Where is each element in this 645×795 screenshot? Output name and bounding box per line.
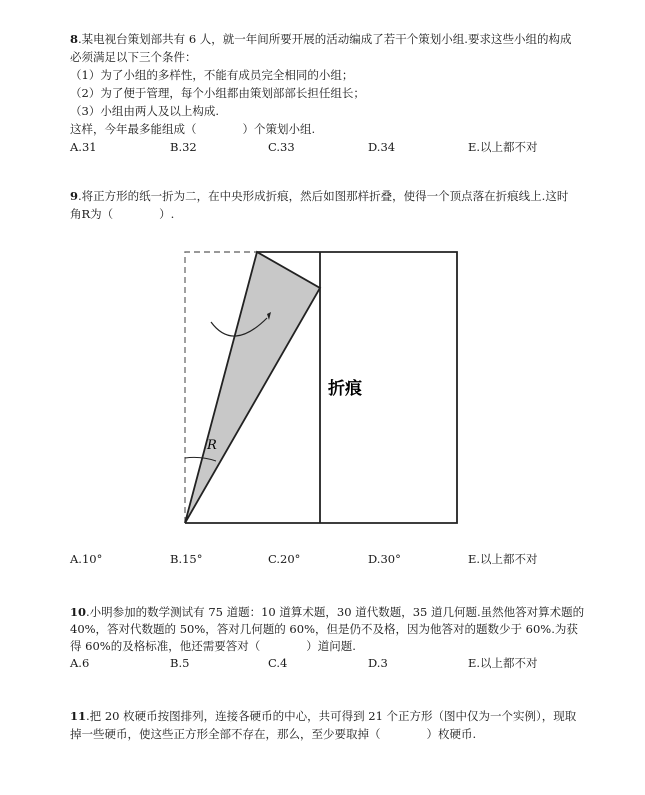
q8-condition-3: （3）小组由两人及以上构成.: [70, 104, 219, 118]
q9-option-e: E.以上都不对: [468, 552, 538, 566]
q10-option-c: C.4: [268, 656, 288, 670]
q9-number: 9: [70, 189, 79, 203]
q8-option-c: C.33: [268, 140, 295, 154]
q8-condition-1: （1）为了小组的多样性，不能有成员完全相同的小组；: [70, 68, 354, 82]
q9-option-b: B.15°: [170, 552, 203, 566]
q10-option-d: D.3: [368, 656, 388, 670]
folding-figure: [175, 240, 475, 540]
q9-stem-line-2: 角R为（ ）.: [70, 207, 175, 221]
angle-label: R: [207, 438, 217, 453]
fold-label: 折痕: [328, 379, 362, 399]
q8-option-b: B.32: [170, 140, 197, 154]
q9-option-d: D.30°: [368, 552, 401, 566]
q8-options: [70, 139, 590, 155]
q10-number: 10: [70, 605, 87, 619]
q10-option-a: A.6: [70, 656, 90, 670]
q8-condition-2: （2）为了便于管理，每个小组都由策划部部长担任组长；: [70, 86, 365, 100]
q9-option-a: A.10°: [70, 552, 103, 566]
q9-options: [70, 551, 590, 567]
q8-option-a: A.31: [70, 140, 97, 154]
q8-option-e: E.以上都不对: [468, 140, 538, 154]
q10-stem-line-2: 40%，答对代数题的 50%，答对几何题的 60%，但是仍不及格，因为他答对的题数少于 60%.为获: [70, 622, 578, 636]
q10-option-b: B.5: [170, 656, 190, 670]
q8-option-d: D.34: [368, 140, 396, 154]
q9-stem-line-1: 9.将正方形的纸一折为二，在中央形成折痕，然后如图那样折叠，使得一个顶点落在折痕线上.这时: [70, 189, 569, 203]
q11-stem-line-2: 掉一些硬币，使这些正方形全部不存在，那么，至少要取掉（ ）枚硬币.: [70, 727, 477, 741]
q9-option-c: C.20°: [268, 552, 301, 566]
q11-stem-line-1: 11.把 20 枚硬币按图排列，连接各硬币的中心，共可得到 21 个正方形（图中仅为一个实例），现取: [70, 709, 577, 723]
q10-stem-line-3: 得 60%的及格标准，他还需要答对（ ）道问题.: [70, 639, 356, 653]
q10-option-e: E.以上都不对: [468, 656, 538, 670]
folded-triangle: [185, 252, 320, 523]
q8-stem-line-1: 8.某电视台策划部共有 6 人，就一年间所要开展的活动编成了若干个策划小组.要求这些小组的构成: [70, 32, 572, 46]
q8-number: 8: [70, 32, 79, 46]
q8-stem-line-2: 必须满足以下三个条件：: [70, 50, 197, 64]
q10-options: [70, 655, 590, 671]
q11-number: 11: [70, 709, 87, 723]
q10-stem-line-1: 10.小明参加的数学测试有 75 道题：10 道算术题，30 道代数题，35 道几何题.虽然他答对算术题的: [70, 605, 585, 619]
q8-question-line: 这样，今年最多能组成（ ）个策划小组.: [70, 122, 316, 136]
